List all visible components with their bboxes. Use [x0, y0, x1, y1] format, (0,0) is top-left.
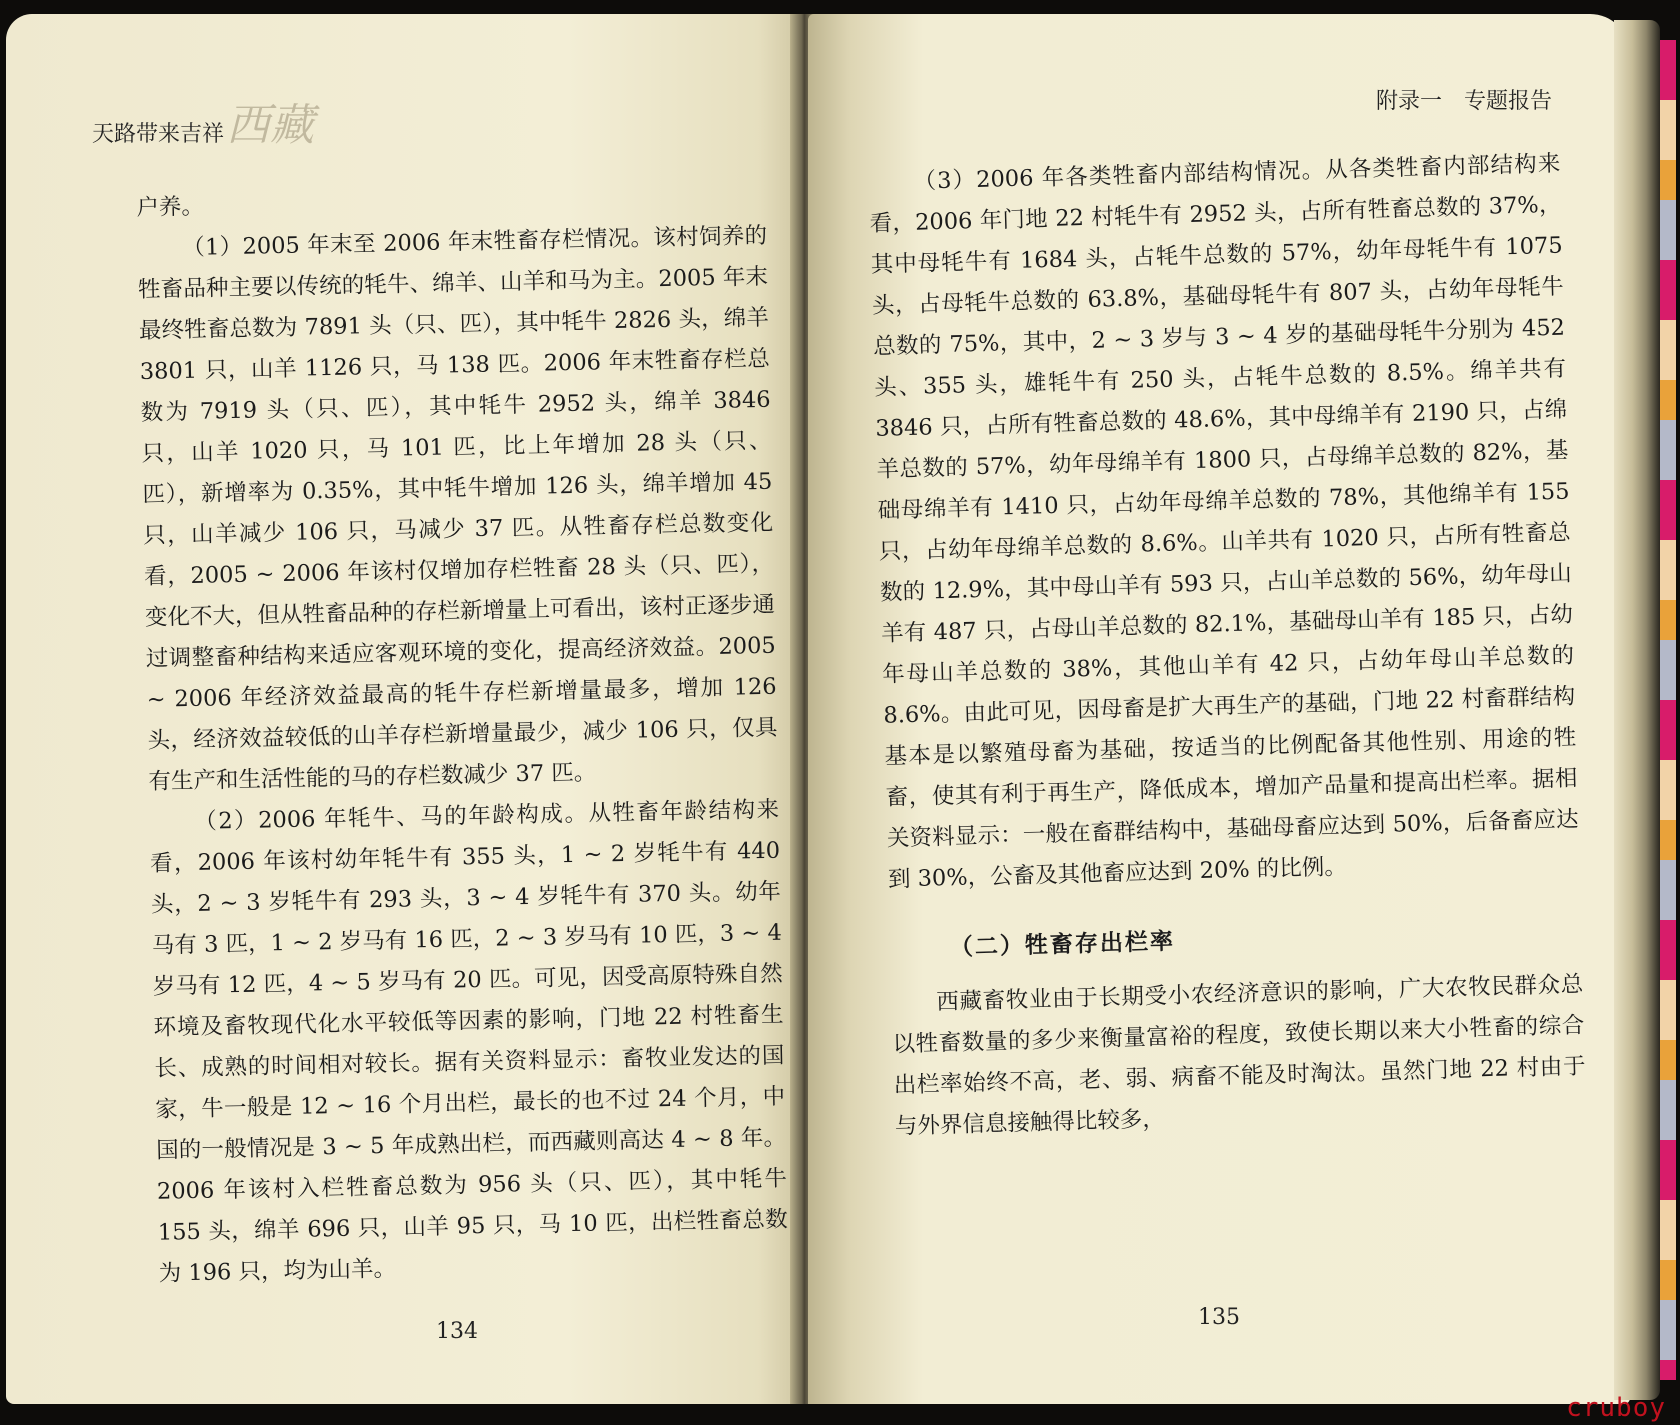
left-page: [6, 14, 806, 1404]
paragraph: 西藏畜牧业由于长期受小农经济意识的影响，广大农牧民群众总以牲畜数量的多少来衡量富裕的程度，致使长期以来大小牲畜的综合出栏率始终不高，老、弱、病畜不能及时淘汰。虽然门地 22 村由于与外界信息接触得比较多，: [892, 971, 1586, 1140]
right-page: [808, 14, 1630, 1404]
paragraph: 户养。: [136, 193, 205, 221]
running-head-title: 天路带来吉祥: [92, 122, 225, 147]
running-head-right: 附录一 专题报告: [1375, 89, 1552, 114]
right-body-text: [868, 144, 1587, 1148]
page-number: 135: [1198, 1305, 1240, 1330]
watermark: cruboy: [1566, 1393, 1666, 1423]
paragraph: （3）2006 年各类牲畜内部结构情况。从各类牲畜内部结构来看，2006 年门地 22 村牦牛有 2952 头，占所有牲畜总数的 37%，其中母牦牛有 1684 头，占牦牛总数的 57%，幼年母牦牛有 1075 头，占母牦牛总数的 63.8%，基础母牦牛有 807 头，占幼年母牦牛总数的 75%，其中，2 ~ 3 岁与 3 ~ 4 岁的基础母牦牛分别为 452 头、355 头，雄牦牛有 250 头，占牦牛总数的 8.5%。绵羊共有 3846 只，占所有牲畜总数的 48.6%，其中母绵羊有 2190 只，占绵羊总数的 57%，幼年母绵羊有 1800 只，占母绵羊总数的 82%，基础母绵羊有 1410 只，占幼年母绵羊总数的 78%，其他绵羊有 155 只，占幼年母绵羊总数的 8.6%。山羊共有 1020 只，占所有牲畜总数的 12.9%，其中母山羊有 593 只，占山羊总数的 56%，幼年母山羊有 487 只，占母山羊总数的 82.1%，基础母山羊有 185 只，占幼年母山羊总数的 38%，其他山羊有 42 只，占幼年母山羊总数的 8.6%。由此可见，因母畜是扩大再生产的基础，门地 22 村畜群结构基本是以繁殖母畜为基础，按适当的比例配备其他性别、用途的牲畜，使其有利于再生产，降低成本，增加产品量和提高出栏率。据相关资料显示：一般在畜群结构中，基础母畜应达到 50%，后备畜应达到 30%，公畜及其他畜应达到 20% 的比例。: [869, 150, 1579, 893]
running-head-left: [92, 100, 766, 151]
scan-color-strip: [1660, 40, 1676, 1380]
paragraph: （1）2005 年末至 2006 年末牲畜存栏情况。该村饲养的牲畜品种主要以传统的牦牛、绵羊、山羊和马为主。2005 年末最终牲畜总数为 7891 头（只、匹），其中牦牛 2826 头，绵羊 3801 只，山羊 1126 只，马 138 匹。2006 年末牲畜存栏总数为 7919 头（只、匹），其中牦牛 2952 头，绵羊 3846 只，山羊 1020 只，马 101 匹，比上年增加 28 头（只、匹），新增率为 0.35%，其中牦牛增加 126 头，绵羊增加 45 只，山羊减少 106 只，马减少 37 匹。从牲畜存栏总数变化看，2005 ~ 2006 年该村仅增加存栏牲畜 28 头（只、匹），变化不大，但从牲畜品种的存栏新增量上可看出，该村正逐步通过调整畜种结构来适应客观环境的变化，提高经济效益。2005 ~ 2006 年经济效益最高的牦牛存栏新增量最多，增加 126 头，经济效益较低的山羊存栏新增量最少，减少 106 只，仅具有生产和生活性能的马的存栏数减少 37 匹。: [137, 222, 778, 795]
page-edges: [1614, 20, 1660, 1400]
page-number: 134: [436, 1319, 478, 1344]
left-body-text: [136, 175, 789, 1295]
section-heading: （二）牲畜存出栏率: [949, 928, 1176, 962]
paragraph: （2）2006 年牦牛、马的年龄构成。从牲畜年龄结构来看，2006 年该村幼年牦牛有 355 头，1 ~ 2 岁牦牛有 440 头，2 ~ 3 岁牦牛有 293 头，3 ~ 4 岁牦牛有 370 头。幼年马有 3 匹，1 ~ 2 岁马有 16 匹，2 ~ 3 岁马有 10 匹，3 ~ 4 岁马有 12 匹，4 ~ 5 岁马有 20 匹。可见，因受高原特殊自然环境及畜牧现代化水平较低等因素的影响，门地 22 村牲畜生长、成熟的时间相对较长。据有关资料显示：畜牧业发达的国家，牛一般是 12 ~ 16 个月出栏，最长的也不过 24 个月，中国的一般情况是 3 ~ 5 年成熟出栏，而西藏则高达 4 ~ 8 年。2006 年该村入栏牲畜总数为 956 头（只、匹），其中牦牛 155 头，绵羊 696 只，山羊 95 只，马 10 匹，出栏牲畜总数为 196 只，均为山羊。: [149, 796, 789, 1287]
running-head-decoration: 西藏: [226, 100, 315, 151]
